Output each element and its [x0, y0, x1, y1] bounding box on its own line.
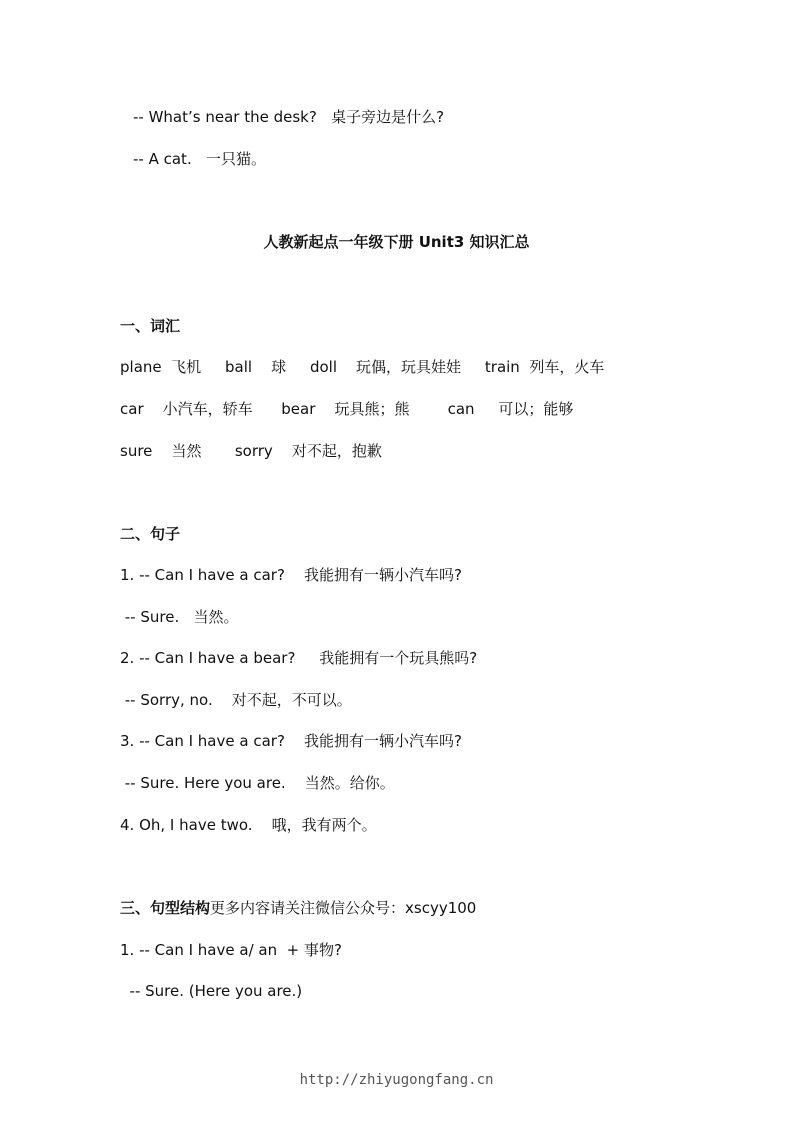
sentence-2-question: 2. -- Can I have a bear? 我能拥有一个玩具熊吗?: [120, 649, 478, 667]
patterns-heading: 三、句型结构: [120, 899, 211, 917]
patterns-note: 更多内容请关注微信公众号：xscyy100: [210, 899, 477, 917]
vocab-row-3: sure 当然 sorry 对不起，抱歉: [120, 442, 382, 460]
pattern-1-answer: -- Sure. (Here you are.): [120, 982, 303, 1000]
sentence-1-answer: -- Sure. 当然。: [120, 608, 239, 626]
page-title: 人教新起点一年级下册 Unit3 知识汇总: [263, 233, 530, 251]
sentence-4: 4. Oh, I have two. 哦，我有两个。: [120, 816, 377, 834]
footer-url: http://zhiyugongfang.cn: [299, 1072, 494, 1088]
pattern-1-question: 1. -- Can I have a/ an + 事物?: [120, 941, 342, 959]
sentence-2-answer: -- Sorry, no. 对不起，不可以。: [120, 691, 352, 709]
intro-question: -- What’s near the desk? 桌子旁边是什么?: [133, 108, 445, 126]
vocab-heading: 一、词汇: [120, 317, 181, 335]
sentence-1-question: 1. -- Can I have a car? 我能拥有一辆小汽车吗?: [120, 566, 462, 584]
sentence-3-question: 3. -- Can I have a car? 我能拥有一辆小汽车吗?: [120, 732, 462, 750]
vocab-row-1: plane 飞机 ball 球 doll 玩偶，玩具娃娃 train 列车，火车: [120, 358, 605, 376]
sentences-heading: 二、句子: [120, 525, 181, 543]
vocab-row-2: car 小汽车，轿车 bear 玩具熊；熊 can 可以；能够: [120, 400, 574, 418]
patterns-heading-line: [120, 898, 476, 918]
intro-answer: -- A cat. 一只猫。: [133, 150, 267, 168]
sentence-3-answer: -- Sure. Here you are. 当然。给你。: [120, 774, 395, 792]
